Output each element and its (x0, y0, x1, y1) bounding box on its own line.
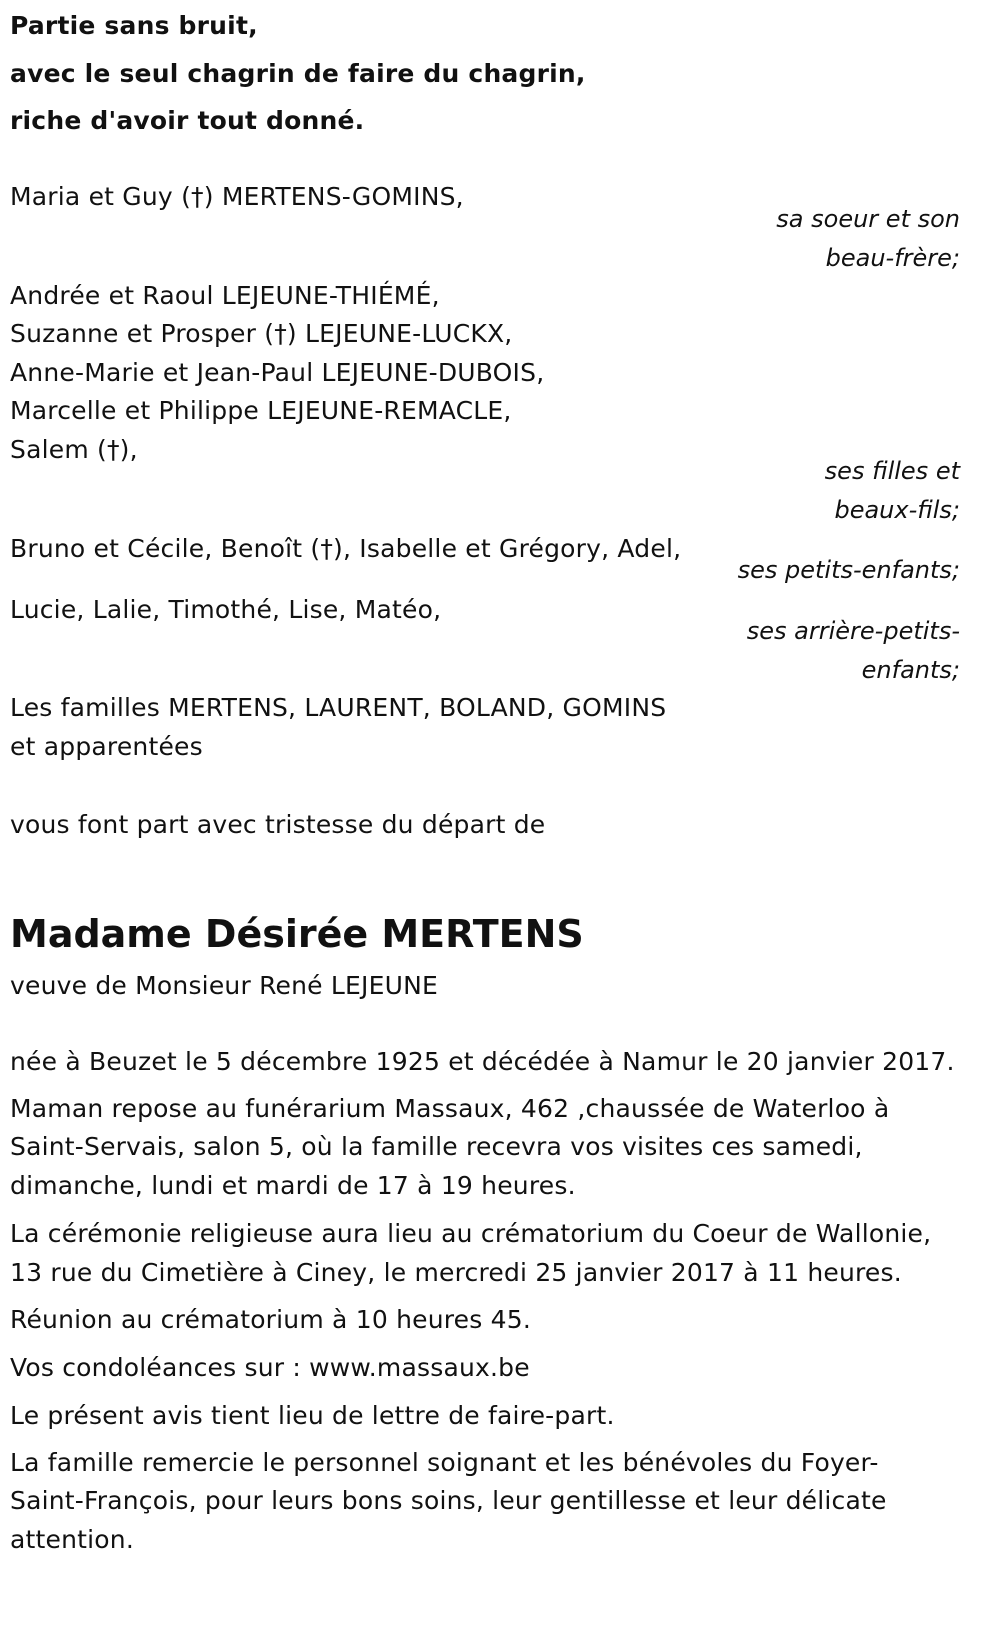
family-daughter-4: Marcelle et Philippe LEJEUNE-REMACLE, (10, 396, 512, 425)
family-great-grandchildren: Lucie, Lalie, Timothé, Lise, Matéo, (10, 595, 442, 624)
poem-line-2: avec le seul chagrin de faire du chagrin, (10, 59, 586, 88)
family-sister: Maria et Guy (†) MERTENS-GOMINS, (10, 182, 464, 211)
repose-line-2: Saint-Servais, salon 5, où la famille recevra vos visites ces samedi, (10, 1132, 863, 1161)
family-grandchildren: Bruno et Cécile, Benoît (†), Isabelle et Grégory, Adel, (10, 534, 682, 563)
ceremony-line-2: 13 rue du Cimetière à Ciney, le mercredi 25 janvier 2017 à 11 heures. (10, 1258, 902, 1287)
repose-line-1: Maman repose au funérarium Massaux, 462 ,chaussée de Waterloo à (10, 1094, 890, 1123)
ceremony-line-1: La cérémonie religieuse aura lieu au crématorium du Coeur de Wallonie, (10, 1219, 932, 1248)
notice-text: Le présent avis tient lieu de lettre de faire-part. (10, 1401, 615, 1430)
thanks-line-3: attention. (10, 1525, 134, 1554)
deceased-name: Madame Désirée MERTENS (10, 912, 584, 956)
poem-line-1: Partie sans bruit, (10, 11, 258, 40)
repose-line-3: dimanche, lundi et mardi de 17 à 19 heures. (10, 1171, 576, 1200)
family-daughter-3: Anne-Marie et Jean-Paul LEJEUNE-DUBOIS, (10, 358, 545, 387)
thanks-line-1: La famille remercie le personnel soignant et les bénévoles du Foyer- (10, 1448, 879, 1477)
thanks-line-2: Saint-François, pour leurs bons soins, leur gentillesse et leur délicate (10, 1486, 887, 1515)
condolences-link[interactable]: www.massaux.be (309, 1353, 530, 1382)
born-died: née à Beuzet le 5 décembre 1925 et décédée à Namur le 20 janvier 2017. (10, 1047, 955, 1076)
widow-of: veuve de Monsieur René LEJEUNE (10, 971, 438, 1000)
condolences-label: Vos condoléances sur : (10, 1353, 310, 1382)
role-sister-1: sa soeur et son (776, 205, 960, 233)
announce-text: vous font part avec tristesse du départ de (10, 810, 546, 839)
family-daughter-2: Suzanne et Prosper (†) LEJEUNE-LUCKX, (10, 319, 513, 348)
family-daughter-1: Andrée et Raoul LEJEUNE-THIÉMÉ, (10, 281, 440, 310)
role-sister-2: beau-frère; (825, 244, 960, 272)
condolences-line (10, 1348, 530, 1387)
poem-line-3: riche d'avoir tout donné. (10, 106, 365, 135)
role-great-grandchildren-1: ses arrière-petits- (746, 617, 960, 645)
reunion-text: Réunion au crématorium à 10 heures 45. (10, 1305, 531, 1334)
role-great-grandchildren-2: enfants; (861, 656, 960, 684)
family-daughter-5: Salem (†), (10, 435, 138, 464)
families-line-2: et apparentées (10, 732, 203, 761)
role-daughters-2: beaux-fils; (834, 496, 960, 524)
role-daughters-1: ses filles et (824, 457, 960, 485)
families-line-1: Les familles MERTENS, LAURENT, BOLAND, GOMINS (10, 693, 667, 722)
role-grandchildren: ses petits-enfants; (737, 556, 960, 584)
